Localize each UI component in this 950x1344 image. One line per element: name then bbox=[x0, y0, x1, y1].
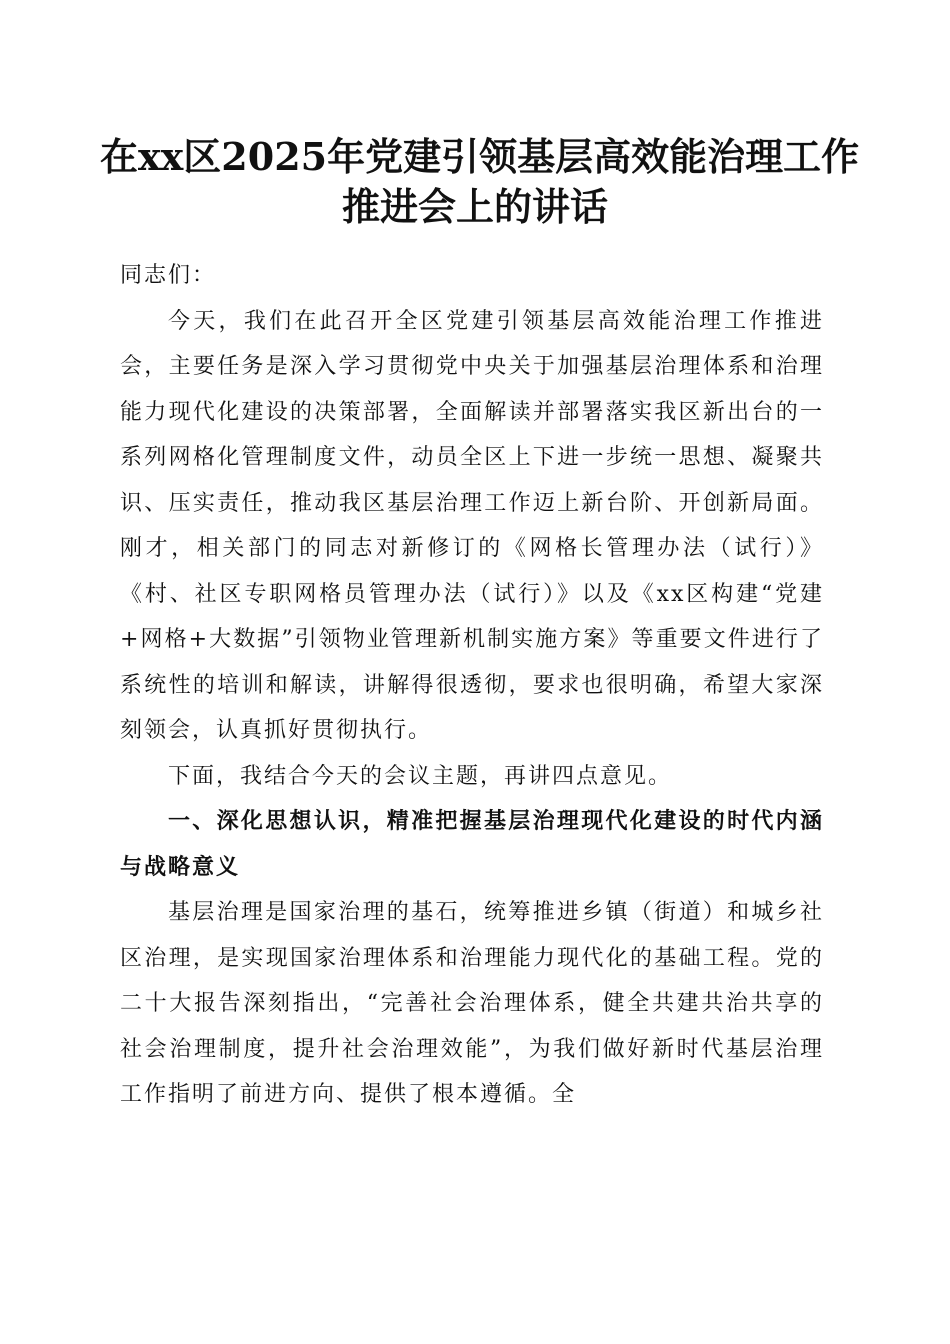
salutation: 同志们： bbox=[120, 263, 217, 288]
title-line-1: 在xx区2025年党建引领基层高效能治理工作 bbox=[100, 134, 860, 179]
section-paragraph: 基层治理是国家治理的基石，统筹推进乡镇（街道）和城乡社区治理，是实现国家治理体系和治理能力现代化的基础工程。党的二十大报告深刻指出，“完善社会治理体系，健全共建共治共享的社会治理制度，提升社会治理效能”，为我们做好新时代基层治理工作指明了前进方向、提供了根本遵循。全 bbox=[120, 900, 824, 1107]
section-heading: 一、深化思想认识，精准把握基层治理现代化建设的时代内涵与战略意义 bbox=[120, 808, 824, 880]
paragraph-intro: 今天，我们在此召开全区党建引领基层高效能治理工作推进会，主要任务是深入学习贯彻党中央关于加强基层治理体系和治理能力现代化建设的决策部署，全面解读并部署落实我区新出台的一系列网格化管理制度文件，动员全区上下进一步统一思想、凝聚共识、压实责任，推动我区基层治理工作迈上新台阶、开创新局面。刚才，相关部门的同志对新修订的《网格长管理办法（试行）》《村、社区专职网格员管理办法（试行）》以及《xx区构建“党建+网格+大数据”引领物业管理新机制实施方案》等重要文件进行了系统性的培训和解读，讲解得很透彻，要求也很明确，希望大家深刻领会，认真抓好贯彻执行。 bbox=[120, 308, 824, 743]
paragraph-transition: 下面，我结合今天的会议主题，再讲四点意见。 bbox=[168, 763, 673, 789]
title-line-2: 推进会上的讲话 bbox=[341, 184, 608, 229]
document-title bbox=[100, 132, 860, 232]
document-body bbox=[120, 253, 824, 1118]
